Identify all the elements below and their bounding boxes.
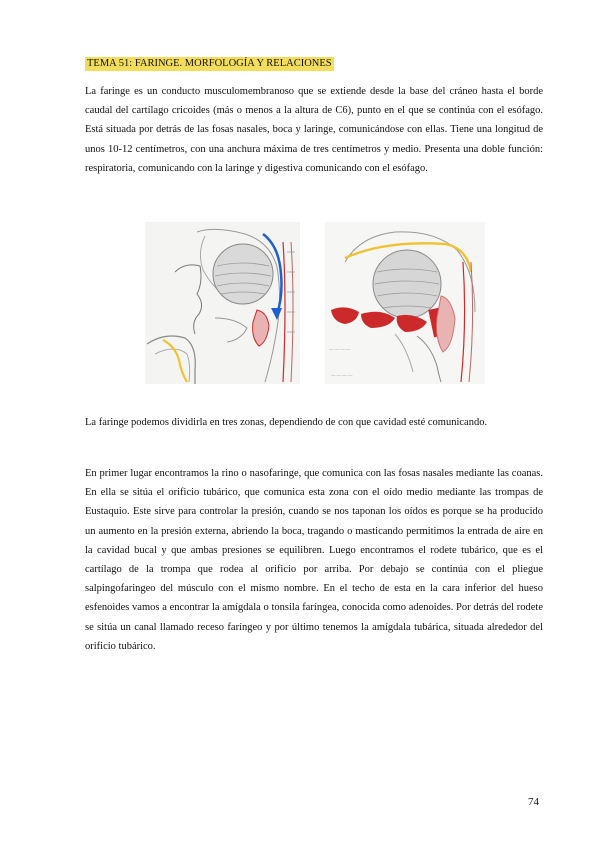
paragraph-nasopharynx: En primer lugar encontramos la rino o nasofaringe, que comunica con las fosas nasales mediante las coanas. En ella se sitúa el orificio tubárico, que comunica esta zona con el oído medio mediante las trompas de Eustaquio. Este sirve para controlar la presión, cuando se nos taponan los oídos es porque se ha producido un aumento en la presión externa, abriendo la boca, tragando o masticando permitimos la entrada de aire en la cavidad bucal y que ambas presiones se equilibren. Luego encontramos el rodete tubárico, que es el cartílago de la trompa que rodea al orificio por arriba. Por debajo se continúa con el pliegue salpingofaringeo del músculo con el mismo nombre. En el techo de esta en la cara inferior del hueso esfenoides vamos a encontrar la amígdala o tonsila faríngea, conocida como adenoides. Por detrás del rodete se sitúa un canal llamado receso faríngeo y por último tenemos la amígdala tubárica, situada alrededor del orificio tubárico. xyxy=(85,468,543,652)
paragraph-zones: La faringe podemos dividirla en tres zonas, dependiendo de con que cavidad esté comunicando. xyxy=(85,417,488,428)
paragraph-intro: La faringe es un conducto musculomembranoso que se extiende desde la base del cráneo hasta el borde caudal del cartílago cricoides (más o menos a la altura de C6), punto en el que se continúa con el esófago. Está situada por detrás de las fosas nasales, boca y laringe, comunicándose con ellas. Tiene una longitud de unos 10-12 centímetros, con una anchura máxima de tres centímetros y medio. Presenta una doble función: respiratoria, comunicando con la laringe y digestiva comunicando con el esófago. xyxy=(85,86,543,174)
pharynx-sagittal-section-highlighted-muscles-icon xyxy=(325,222,485,384)
svg-text:— — — —: — — — — xyxy=(329,346,351,351)
pharynx-sagittal-section-blue-arrow-icon xyxy=(145,222,300,384)
pharynx-figure-svg xyxy=(145,222,485,384)
pharynx-figure xyxy=(145,222,485,384)
page-title: TEMA 51: FARINGE. MORFOLOGÍA Y RELACIONES xyxy=(87,58,332,69)
svg-text:— — — —: — — — — xyxy=(331,372,353,377)
page-number: 74 xyxy=(528,796,539,808)
